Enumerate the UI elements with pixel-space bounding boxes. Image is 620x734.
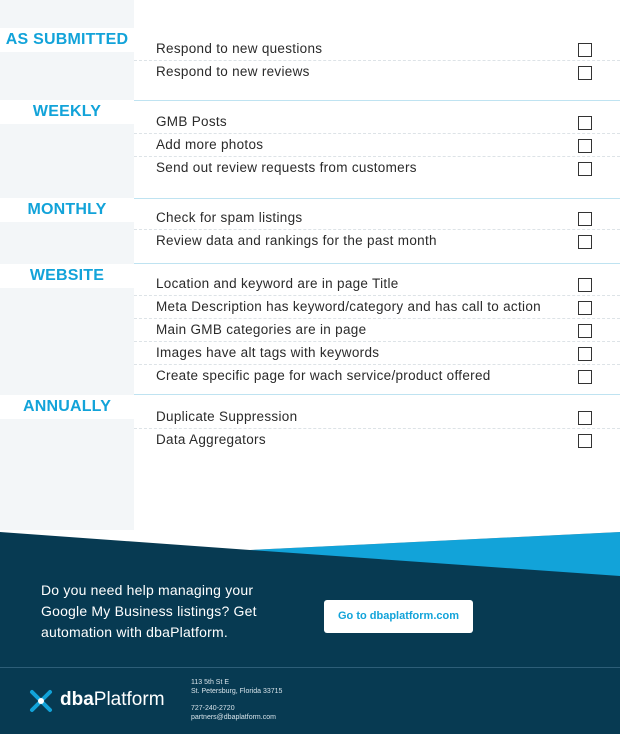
logo-wordmark — [60, 689, 165, 711]
item-label: Main GMB categories are in page — [156, 322, 367, 337]
section-label: MONTHLY — [0, 198, 134, 222]
checklist-item — [134, 111, 620, 134]
checkbox[interactable] — [578, 66, 592, 80]
checklist-item — [134, 429, 620, 452]
checklist-item — [134, 61, 620, 84]
item-label: Data Aggregators — [156, 432, 266, 447]
section-label: ANNUALLY — [0, 395, 134, 419]
visit-website-button[interactable]: Go to dbaplatform.com — [324, 600, 473, 633]
checkbox[interactable] — [578, 43, 592, 57]
checklist-item — [134, 319, 620, 342]
checklist-item — [134, 273, 620, 296]
checkbox[interactable] — [578, 434, 592, 448]
item-label: Respond to new reviews — [156, 64, 310, 79]
section-divider — [134, 263, 620, 264]
email-address[interactable]: partners@dbaplatform.com — [191, 714, 276, 721]
logo-wordmark-bold: dba — [60, 689, 94, 710]
checkbox[interactable] — [578, 301, 592, 315]
checkbox[interactable] — [578, 162, 592, 176]
checkbox[interactable] — [578, 324, 592, 338]
checklist-item — [134, 342, 620, 365]
footer-divider — [0, 667, 620, 668]
footer — [0, 530, 620, 734]
checkbox[interactable] — [578, 370, 592, 384]
item-label: Review data and rankings for the past month — [156, 233, 437, 248]
checklist-item — [134, 38, 620, 61]
section-label: WEBSITE — [0, 264, 134, 288]
checkbox[interactable] — [578, 235, 592, 249]
checklist-item — [134, 207, 620, 230]
address-line-1: 113 5th St E — [191, 679, 230, 686]
checklist-item — [134, 365, 620, 388]
checkbox[interactable] — [578, 116, 592, 130]
section-divider — [134, 100, 620, 101]
contact-info — [191, 678, 282, 722]
section-label: WEEKLY — [0, 100, 134, 124]
logo-wordmark-rest: Platform — [93, 689, 165, 710]
item-label: GMB Posts — [156, 114, 227, 129]
item-label: Send out review requests from customers — [156, 160, 417, 175]
item-label: Check for spam listings — [156, 210, 303, 225]
logo-icon — [27, 687, 55, 715]
item-label: Meta Description has keyword/category and has call to action — [156, 299, 541, 314]
item-label: Respond to new questions — [156, 41, 323, 56]
section-divider — [134, 394, 620, 395]
section-label: AS SUBMITTED — [0, 28, 134, 52]
checkbox[interactable] — [578, 212, 592, 226]
checklist-item — [134, 406, 620, 429]
checkbox[interactable] — [578, 278, 592, 292]
checkbox[interactable] — [578, 347, 592, 361]
item-label: Location and keyword are in page Title — [156, 276, 399, 291]
item-label: Create specific page for wach service/product offered — [156, 368, 491, 383]
section-divider — [134, 198, 620, 199]
item-label: Images have alt tags with keywords — [156, 345, 380, 360]
item-label: Duplicate Suppression — [156, 409, 298, 424]
checkbox[interactable] — [578, 139, 592, 153]
address-line-2: St. Petersburg, Florida 33715 — [191, 688, 283, 695]
checkbox[interactable] — [578, 411, 592, 425]
phone-number[interactable]: 727-240-2720 — [191, 705, 235, 712]
checklist-item — [134, 230, 620, 253]
item-label: Add more photos — [156, 137, 264, 152]
checklist-item — [134, 157, 620, 180]
checklist-item — [134, 134, 620, 157]
promo-text: Do you need help managing your Google My Business listings? Get automation with dbaPlatform. — [41, 582, 257, 640]
checklist-item — [134, 296, 620, 319]
